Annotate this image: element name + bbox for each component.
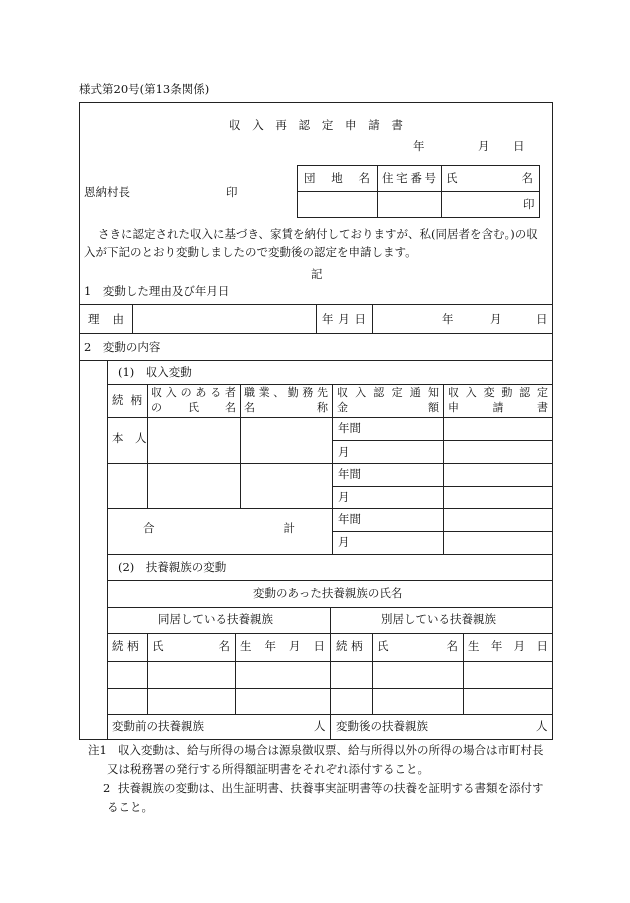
jutaku-bango-field[interactable] [378, 192, 440, 216]
note1-label: 注1 [88, 743, 107, 757]
col-req-line1: 収 入 変 動 認 定 [448, 386, 548, 399]
addressee: 恩納村長 [84, 185, 130, 199]
col-name-line2: の 氏 名 [151, 401, 236, 414]
header-jutaku-bango: 住 宅 番 号 [382, 171, 436, 185]
intro-line-1: さきに認定された収入に基づき、家賃を納付しておりますが、私(同居者を含む。)の収 [98, 227, 538, 241]
header-shimei: 氏 名 [446, 171, 533, 185]
change-date-label: 年 月 日 [322, 312, 366, 326]
form-label: 様式第20号(第13条関係) [79, 82, 210, 96]
applicant-seal: 印 [523, 197, 535, 211]
date-month[interactable]: 月 [478, 139, 490, 153]
dep-col-birth-right: 生 年 月 日 [468, 639, 548, 653]
form-title: 収 入 再 認 定 申 請 書 [229, 118, 403, 132]
row2-nenkan: 年間 [338, 467, 361, 481]
dep-col-zokugara-right: 続 柄 [336, 639, 363, 653]
reason-field[interactable] [133, 305, 315, 332]
changed-dependents-title: 変動のあった扶養親族の氏名 [253, 586, 403, 600]
col-zokugara: 続 柄 [112, 393, 142, 407]
col-req-line2: 申 請 書 [448, 401, 548, 414]
dep-col-shimei-right: 氏 名 [377, 639, 458, 653]
total-nenkan: 年間 [338, 512, 361, 526]
section2-heading: 2 変動の内容 [84, 340, 161, 354]
note2-label: 2 [103, 781, 111, 795]
note2-line2: ること。 [107, 800, 153, 814]
col-cert-line2: 金 額 [337, 401, 439, 414]
note1-line1: 収入変動は、給与所得の場合は源泉徴収票、給与所得以外の所得の場合は市町村長 [118, 743, 544, 757]
dep-col-shimei-left: 氏 名 [152, 639, 230, 653]
total-label: 合 計 [143, 521, 295, 535]
after-dependents-label: 変動後の扶養親族 [336, 719, 428, 733]
row1-nenkan: 年間 [338, 421, 361, 435]
header-danchi: 団 地 名 [304, 171, 370, 185]
row2-tsuki: 月 [338, 490, 350, 504]
dep-col-zokugara-left: 続 柄 [112, 639, 139, 653]
col-job-line1: 職 業 、 勤 務 先 [244, 386, 328, 399]
mayor-seal: 印 [226, 185, 238, 199]
honnin-label: 本 人 [112, 431, 147, 445]
danchi-field[interactable] [298, 192, 376, 216]
date-year[interactable]: 年 [413, 139, 425, 153]
reason-label: 理 由 [88, 312, 124, 326]
date-day[interactable]: 日 [513, 139, 525, 153]
change-date-month[interactable]: 月 [490, 312, 502, 326]
total-tsuki: 月 [338, 535, 350, 549]
change-date-day[interactable]: 日 [536, 312, 548, 326]
col-job-line2: 名 称 [244, 401, 328, 414]
note1-line2: 又は税務署の発行する所得額証明書をそれぞれ添付すること。 [107, 762, 429, 776]
change-date-year[interactable]: 年 [442, 312, 454, 326]
col-cert-line1: 収 入 認 定 通 知 [337, 386, 439, 399]
section1-heading: 1 変動した理由及び年月日 [84, 284, 230, 298]
cohabiting-label: 同居している扶養親族 [158, 612, 273, 626]
note2-line1: 扶養親族の変動は、出生証明書、扶養事実証明書等の扶養を証明する書類を添付す [118, 781, 544, 795]
dependents-heading: (2) 扶養親族の変動 [118, 560, 227, 574]
before-unit: 人 [314, 719, 326, 733]
dep-col-birth-left: 生 年 月 日 [240, 639, 325, 653]
intro-line-2: 入が下記のとおり変動しましたので変動後の認定を申請します。 [84, 245, 417, 259]
separate-label: 別居している扶養親族 [381, 612, 496, 626]
col-name-line1: 収 入 の あ る 者 [151, 386, 236, 399]
after-unit: 人 [536, 719, 548, 733]
before-dependents-label: 変動前の扶養親族 [112, 719, 204, 733]
ki-label: 記 [311, 267, 323, 281]
row1-tsuki: 月 [338, 445, 350, 459]
income-change-heading: (1) 収入変動 [118, 365, 192, 379]
